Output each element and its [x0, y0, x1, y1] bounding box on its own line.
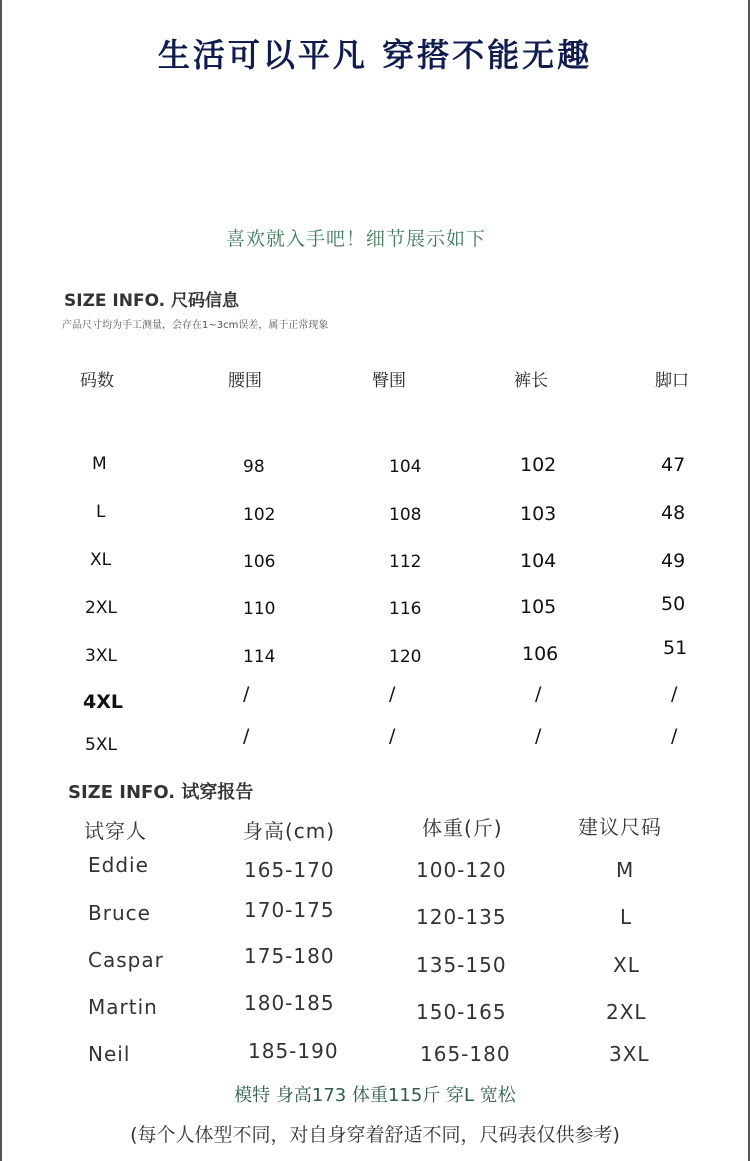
size-row-label: 2XL — [85, 598, 117, 618]
size-cell: 48 — [661, 502, 686, 524]
size-cell: 104 — [520, 550, 557, 572]
size-cell: 120 — [389, 647, 422, 667]
size-cell: 50 — [661, 593, 686, 615]
trial-height: 170-175 — [244, 898, 335, 922]
size-disclaimer: (每个人体型不同，对自身穿着舒适不同，尺码表仅供参考) — [130, 1124, 620, 1146]
size-cell: 112 — [389, 552, 422, 572]
size-cell: 102 — [520, 454, 557, 476]
size-cell: / — [671, 683, 678, 705]
model-info: 模特 身高173 体重115斤 穿L 宽松 — [234, 1085, 516, 1106]
size-header-size: 码数 — [80, 371, 114, 391]
trial-size: 2XL — [606, 1000, 647, 1024]
size-cell: 47 — [661, 454, 686, 476]
size-cell: 106 — [522, 643, 559, 665]
size-row-label: XL — [90, 550, 112, 570]
headline: 生活可以平凡 穿搭不能无趣 — [157, 36, 593, 74]
trial-size: 3XL — [609, 1042, 650, 1066]
trial-weight: 165-180 — [420, 1042, 511, 1066]
trial-header-suggested: 建议尺码 — [578, 815, 662, 839]
trial-weight: 135-150 — [416, 953, 507, 977]
trial-height: 185-190 — [248, 1039, 339, 1063]
trial-weight: 100-120 — [416, 858, 507, 882]
trial-size: L — [620, 905, 633, 929]
trial-header-height: 身高(cm) — [243, 819, 336, 843]
size-row-label: 4XL — [83, 691, 123, 713]
size-cell: / — [535, 725, 542, 747]
size-cell: 114 — [243, 647, 276, 667]
trial-height: 180-185 — [244, 991, 335, 1015]
size-row-label: 5XL — [85, 735, 117, 755]
trial-person-name: Neil — [88, 1042, 131, 1066]
trial-report-title: SIZE INFO. 试穿报告 — [68, 782, 254, 803]
size-cell: 116 — [389, 599, 422, 619]
trial-size: XL — [613, 953, 640, 977]
trial-size: M — [616, 858, 635, 882]
size-cell: / — [535, 683, 542, 705]
trial-weight: 120-135 — [416, 905, 507, 929]
trial-person-name: Caspar — [88, 948, 164, 972]
size-cell: 102 — [243, 505, 276, 525]
trial-person-name: Bruce — [88, 901, 151, 925]
size-cell: 104 — [389, 457, 422, 477]
size-header-hem: 脚口 — [655, 371, 689, 391]
trial-weight: 150-165 — [416, 1000, 507, 1024]
size-info-title: SIZE INFO. 尺码信息 — [64, 291, 240, 311]
size-row-label: M — [92, 454, 107, 474]
size-cell: 106 — [243, 552, 276, 572]
size-cell: / — [671, 725, 678, 747]
size-cell: 110 — [243, 599, 276, 619]
trial-header-person: 试穿人 — [84, 819, 147, 843]
size-header-length: 裤长 — [514, 371, 548, 391]
size-cell: 108 — [389, 505, 422, 525]
size-row-label: 3XL — [85, 646, 117, 666]
size-cell: / — [243, 683, 250, 705]
detail-subheadline: 喜欢就入手吧！细节展示如下 — [225, 228, 486, 250]
size-row-label: L — [96, 502, 106, 522]
size-cell: 103 — [520, 503, 557, 525]
trial-person-name: Eddie — [88, 853, 149, 877]
trial-header-weight: 体重(斤) — [422, 816, 503, 840]
measurement-note: 产品尺寸均为手工测量，会存在1~3cm误差，属于正常现象 — [62, 320, 329, 331]
size-cell: 49 — [661, 550, 686, 572]
size-cell: / — [389, 683, 396, 705]
size-cell: / — [389, 725, 396, 747]
trial-height: 165-170 — [244, 858, 335, 882]
size-header-waist: 腰围 — [228, 371, 262, 391]
size-cell: 105 — [520, 596, 557, 618]
trial-height: 175-180 — [244, 944, 335, 968]
size-cell: 98 — [243, 457, 265, 477]
size-cell: / — [243, 725, 250, 747]
size-cell: 51 — [663, 637, 688, 659]
size-header-hip: 臀围 — [372, 371, 406, 391]
trial-person-name: Martin — [88, 995, 158, 1019]
